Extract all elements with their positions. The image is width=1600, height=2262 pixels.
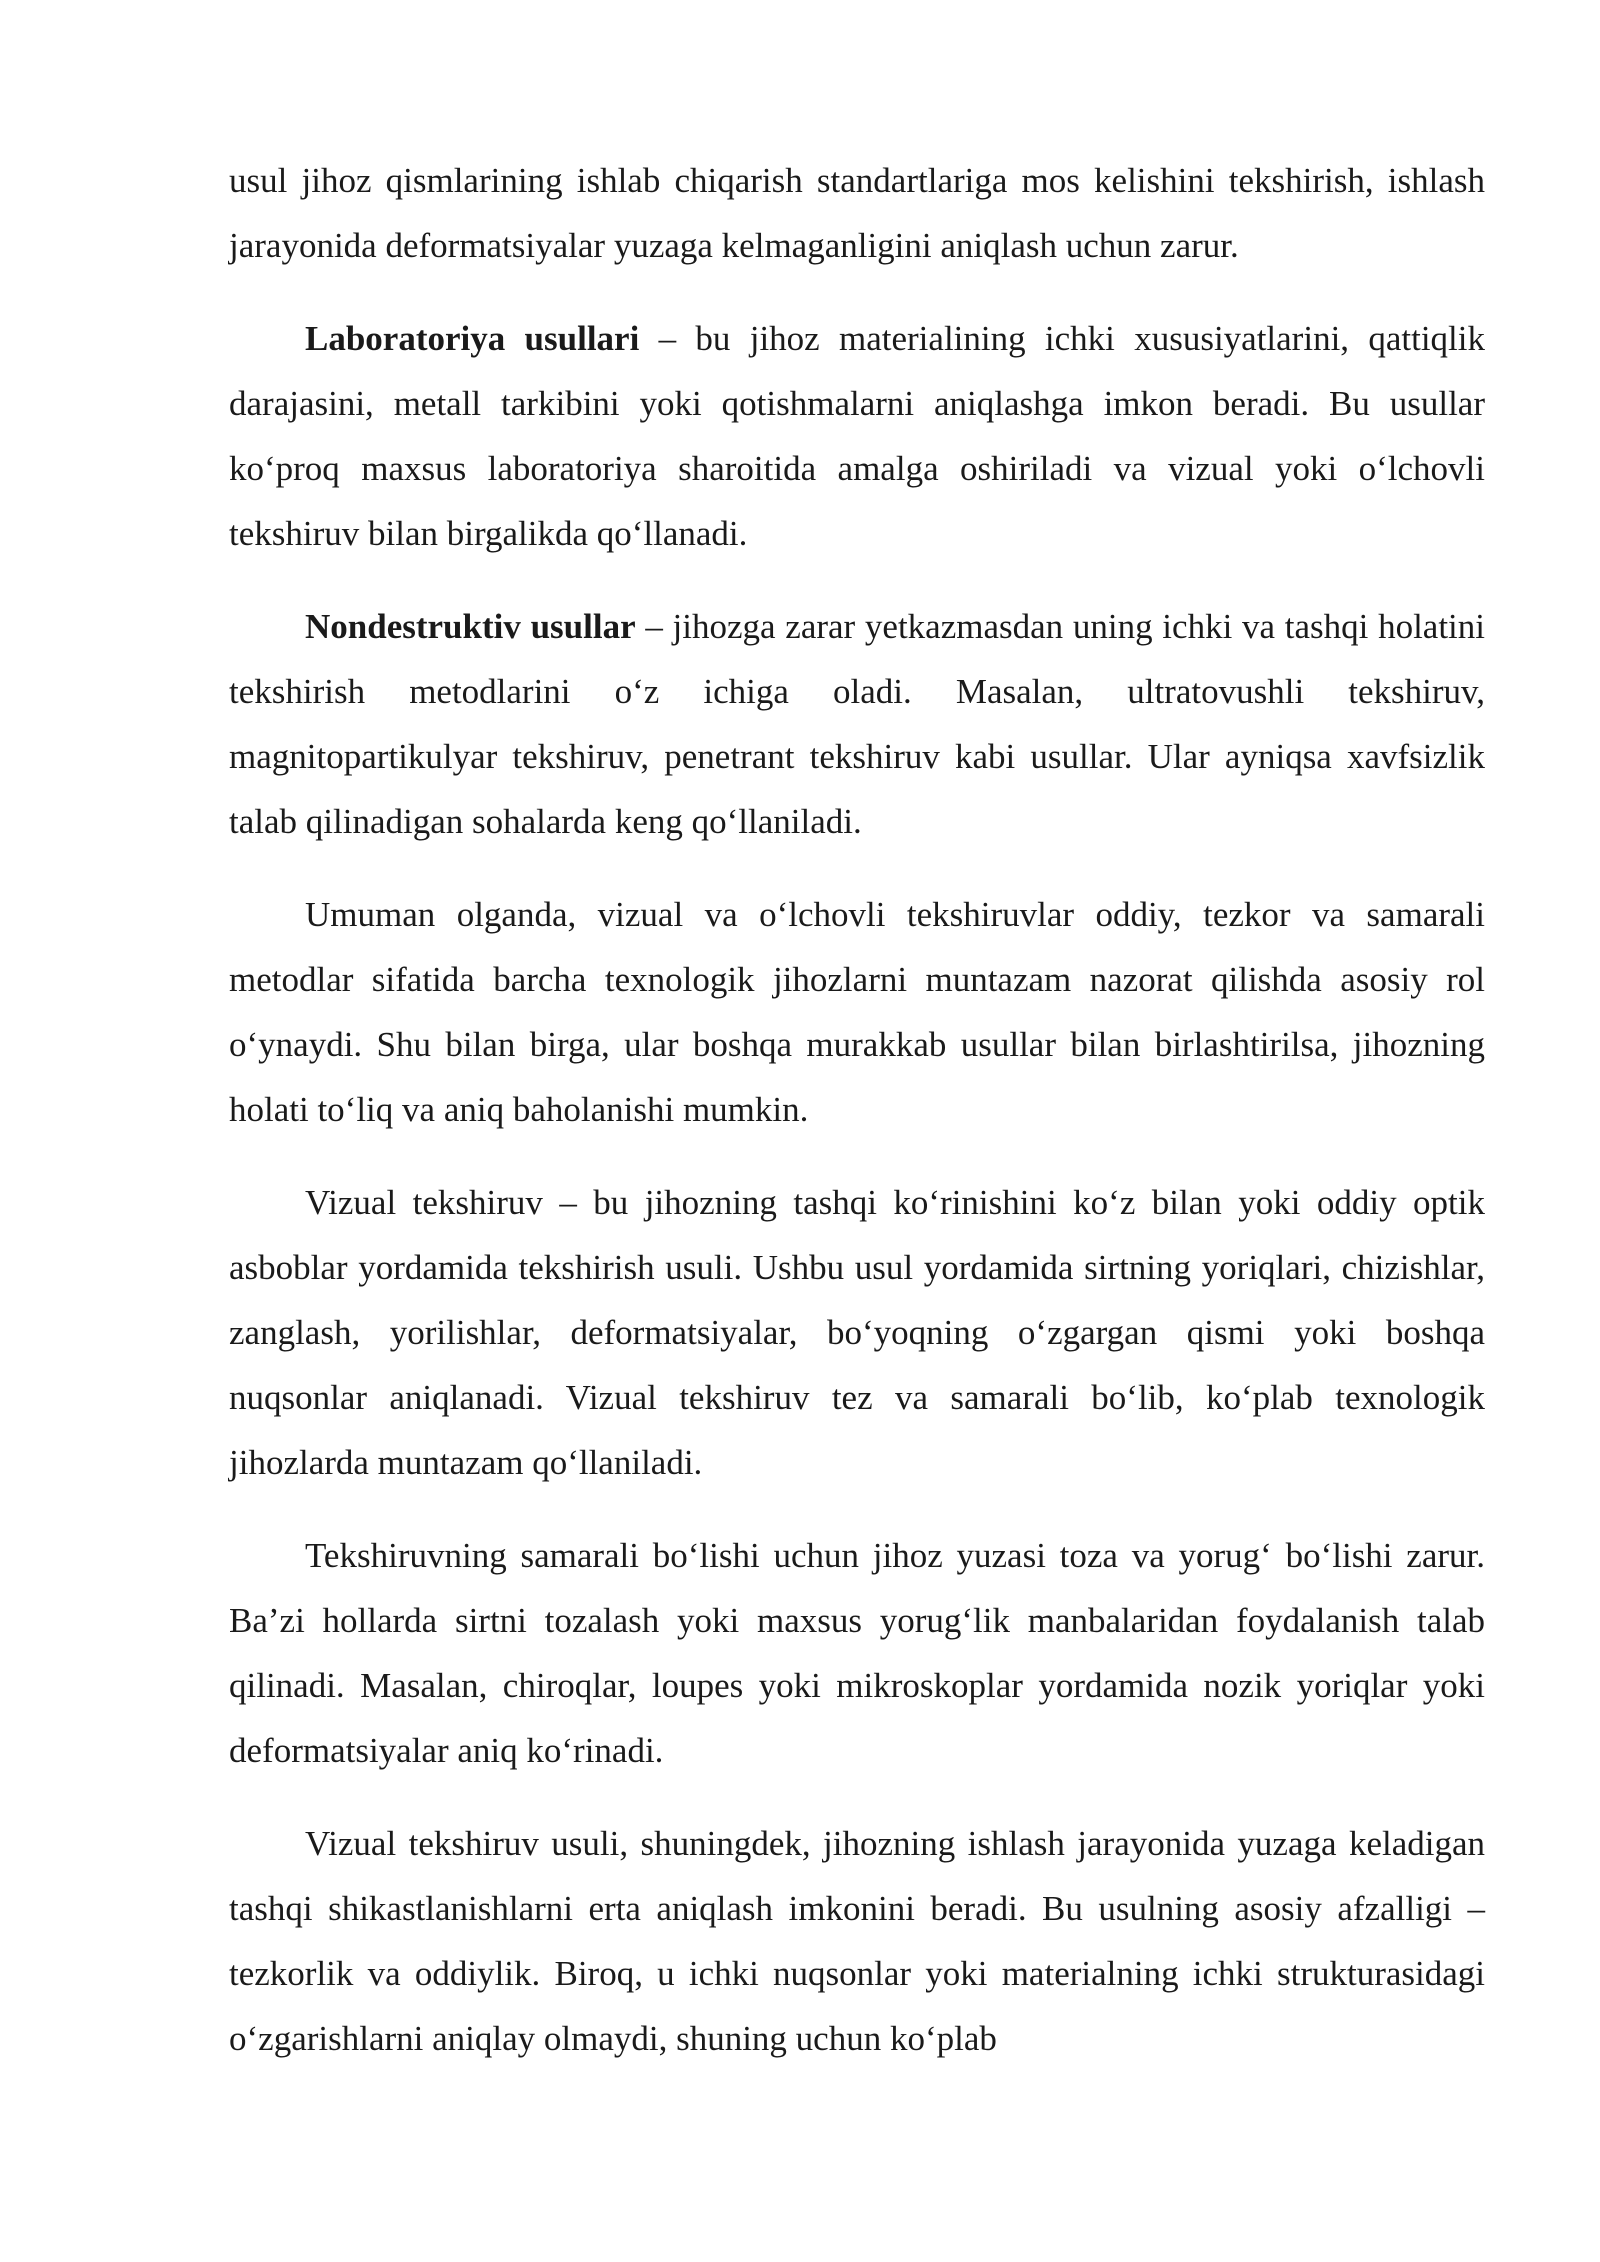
- paragraph-3-text: – jihozga zarar yetkazmasdan uning ichki va tashqi holatini tekshirish metodlarini oʻz ichiga oladi. Masalan, ultratovushli tekshiruv, magnitopartikulyar tekshiruv, penetrant tekshiruv kabi usullar. Ular ayniqsa xavfsizlik talab qilinadigan sohalarda keng qoʻllaniladi.: [229, 607, 1486, 841]
- paragraph-7: [229, 1811, 1485, 2071]
- paragraph-6-text: Tekshiruvning samarali boʻlishi uchun jihoz yuzasi toza va yorugʻ boʻlishi zarur. Ba’zi hollarda sirtni tozalash yoki maxsus yorugʻlik manbalaridan foydalanish talab qilinadi. Masalan, chiroqlar, loupes yoki mikroskoplar yordamida nozik yoriqlar yoki deformatsiyalar aniq koʻrinadi.: [229, 1536, 1485, 1770]
- paragraph-4-text: Umuman olganda, vizual va oʻlchovli tekshiruvlar oddiy, tezkor va samarali metodlar sifatida barcha texnologik jihozlarni muntazam nazorat qilishda asosiy rol oʻynaydi. Shu bilan birga, ular boshqa murakkab usullar bilan birlashtirilsa, jihozning holati toʻliq va aniq baholanishi mumkin.: [229, 895, 1485, 1129]
- paragraph-1: [229, 148, 1485, 278]
- paragraph-2-text: – bu jihoz materialining ichki xususiyatlarini, qattiqlik darajasini, metall tarkibini yoki qotishmalarni aniqlashga imkon beradi. Bu usullar koʻproq maxsus laboratoriya sharoitida amalga oshiriladi va vizual yoki oʻlchovli tekshiruv bilan birgalikda qoʻllanadi.: [229, 319, 1485, 553]
- paragraph-5-text: Vizual tekshiruv – bu jihozning tashqi koʻrinishini koʻz bilan yoki oddiy optik asboblar yordamida tekshirish usuli. Ushbu usul yordamida sirtning yoriqlari, chizishlar, zanglash, yorilishlar, deformatsiyalar, boʻyoqning oʻzgargan qismi yoki boshqa nuqsonlar aniqlanadi. Vizual tekshiruv tez va samarali boʻlib, koʻplab texnologik jihozlarda muntazam qoʻllaniladi.: [229, 1183, 1485, 1482]
- paragraph-laboratoriya-usullari: [229, 306, 1485, 566]
- document-page: [229, 148, 1485, 2099]
- paragraph-nondestruktiv-usullar: [229, 594, 1485, 854]
- term-nondestruktiv-usullar: Nondestruktiv usullar: [305, 607, 636, 646]
- paragraph-5: [229, 1170, 1485, 1495]
- paragraph-4: [229, 882, 1485, 1142]
- paragraph-7-text: Vizual tekshiruv usuli, shuningdek, jihozning ishlash jarayonida yuzaga keladigan tashqi shikastlanishlarni erta aniqlash imkonini beradi. Bu usulning asosiy afzalligi – tezkorlik va oddiylik. Biroq, u ichki nuqsonlar yoki materialning ichki strukturasidagi oʻzgarishlarni aniqlay olmaydi, shuning uchun koʻplab: [229, 1824, 1485, 2058]
- paragraph-1-text: usul jihoz qismlarining ishlab chiqarish standartlariga mos kelishini tekshirish, ishlash jarayonida deformatsiyalar yuzaga kelmaganligini aniqlash uchun zarur.: [229, 161, 1485, 265]
- term-laboratoriya-usullari: Laboratoriya usullari: [305, 319, 640, 358]
- paragraph-6: [229, 1523, 1485, 1783]
